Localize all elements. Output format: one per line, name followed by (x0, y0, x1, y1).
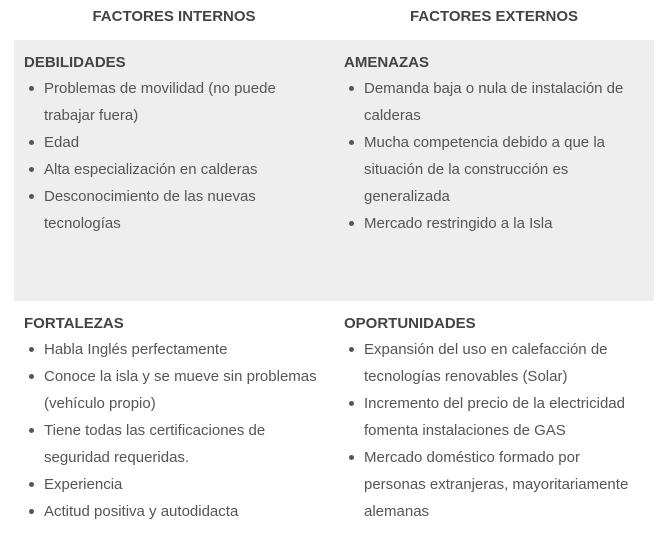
weaknesses-list (24, 75, 324, 237)
threat-item: Mucha competencia debido a que la situación de la construcción es generalizada (364, 129, 644, 210)
external-factors-header: FACTORES EXTERNOS (409, 8, 579, 25)
threats-list (344, 75, 644, 237)
strengths-title: FORTALEZAS (24, 315, 124, 332)
threats-cell (334, 40, 654, 301)
strengths-cell (14, 301, 334, 551)
strength-item: Conoce la isla y se mueve sin problemas (vehículo propio) (44, 363, 324, 417)
strengths-list (24, 336, 324, 525)
strength-item: Tiene todas las certificaciones de seguridad requeridas. (44, 417, 324, 471)
strength-item: Habla Inglés perfectamente (44, 336, 324, 363)
weaknesses-cell (14, 40, 334, 301)
weakness-item: Alta especialización en calderas (44, 156, 324, 183)
strength-item: Actitud positiva y autodidacta (44, 498, 324, 525)
internal-factors-header: FACTORES INTERNOS (92, 8, 256, 25)
weakness-item: Desconocimiento de las nuevas tecnologías (44, 183, 324, 237)
opportunities-list (344, 336, 644, 525)
weaknesses-title: DEBILIDADES (24, 54, 126, 71)
strength-item: Experiencia (44, 471, 324, 498)
threats-title: AMENAZAS (344, 54, 429, 71)
threat-item: Mercado restringido a la Isla (364, 210, 644, 237)
opportunity-item: Incremento del precio de la electricidad fomenta instalaciones de GAS (364, 390, 644, 444)
threat-item: Demanda baja o nula de instalación de calderas (364, 75, 644, 129)
swot-header-row (14, 0, 654, 40)
opportunity-item: Expansión del uso en calefacción de tecnologías renovables (Solar) (364, 336, 644, 390)
weakness-item: Problemas de movilidad (no puede trabajar fuera) (44, 75, 324, 129)
opportunities-cell (334, 301, 654, 551)
weakness-item: Edad (44, 129, 324, 156)
opportunities-title: OPORTUNIDADES (344, 315, 476, 332)
opportunity-item: Mercado doméstico formado por personas extranjeras, mayoritariamente alemanas (364, 444, 644, 525)
